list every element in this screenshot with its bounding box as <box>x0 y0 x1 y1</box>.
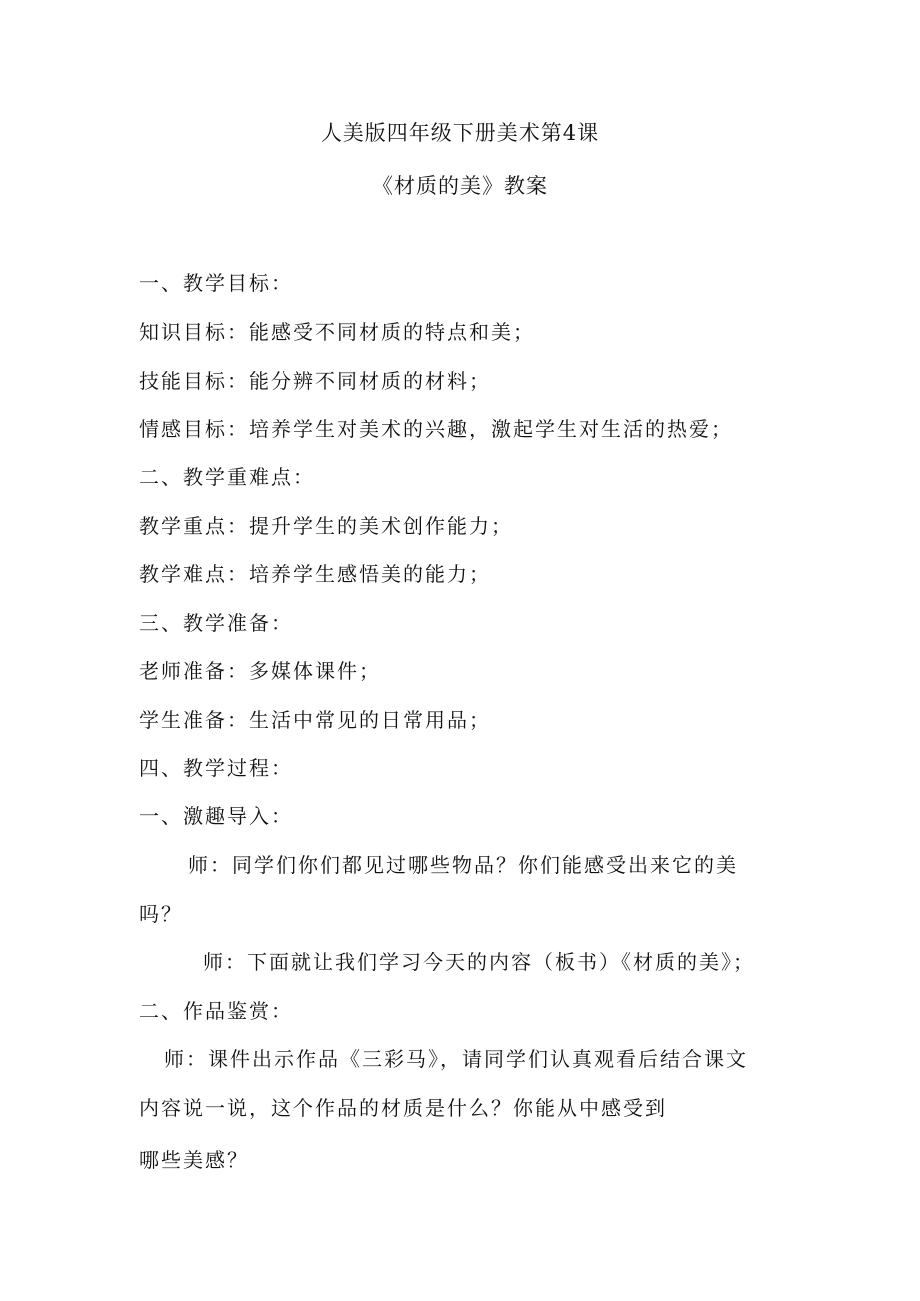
key-points-heading: 二、教学重难点： <box>139 465 315 489</box>
teaching-key-point: 教学重点：提升学生的美术创作能力； <box>139 514 513 538</box>
knowledge-objective: 知识目标：能感受不同材质的特点和美； <box>139 320 535 344</box>
teaching-difficult-point: 教学难点：培养学生感悟美的能力； <box>139 562 491 586</box>
appreciation-line-2: 内容说一说，这个作品的材质是什么？你能从中感受到 <box>139 1096 667 1120</box>
intro-paragraph-2: 师：下面就让我们学习今天的内容（板书）《材质的美》； <box>203 950 755 974</box>
appreciation-line-3: 哪些美感？ <box>139 1148 249 1172</box>
document-subtitle: 《材质的美》教案 <box>372 174 548 198</box>
emotion-objective: 情感目标：培养学生对美术的兴趣，激起学生对生活的热爱； <box>139 417 733 441</box>
process-heading: 四、教学过程： <box>139 756 293 780</box>
student-preparation: 学生准备：生活中常见的日常用品； <box>139 708 491 732</box>
teacher-preparation: 老师准备：多媒体课件； <box>139 659 381 683</box>
document-title: 人美版四年级下册美术第4课 <box>320 121 600 145</box>
skill-objective: 技能目标：能分辨不同材质的材料； <box>139 369 491 393</box>
objectives-heading: 一、教学目标： <box>139 271 293 295</box>
preparation-heading: 三、教学准备： <box>139 611 293 635</box>
appreciation-line-1: 师：课件出示作品《三彩马》，请同学们认真观看后结合课文 <box>164 1047 748 1071</box>
intro-heading: 一、激趣导入： <box>139 804 293 828</box>
intro-paragraph-1-line-1: 师：同学们你们都见过哪些物品？你们能感受出来它的美 <box>188 853 738 877</box>
intro-paragraph-1-line-2: 吗？ <box>139 902 183 926</box>
appreciation-heading: 二、作品鉴赏： <box>139 999 293 1023</box>
